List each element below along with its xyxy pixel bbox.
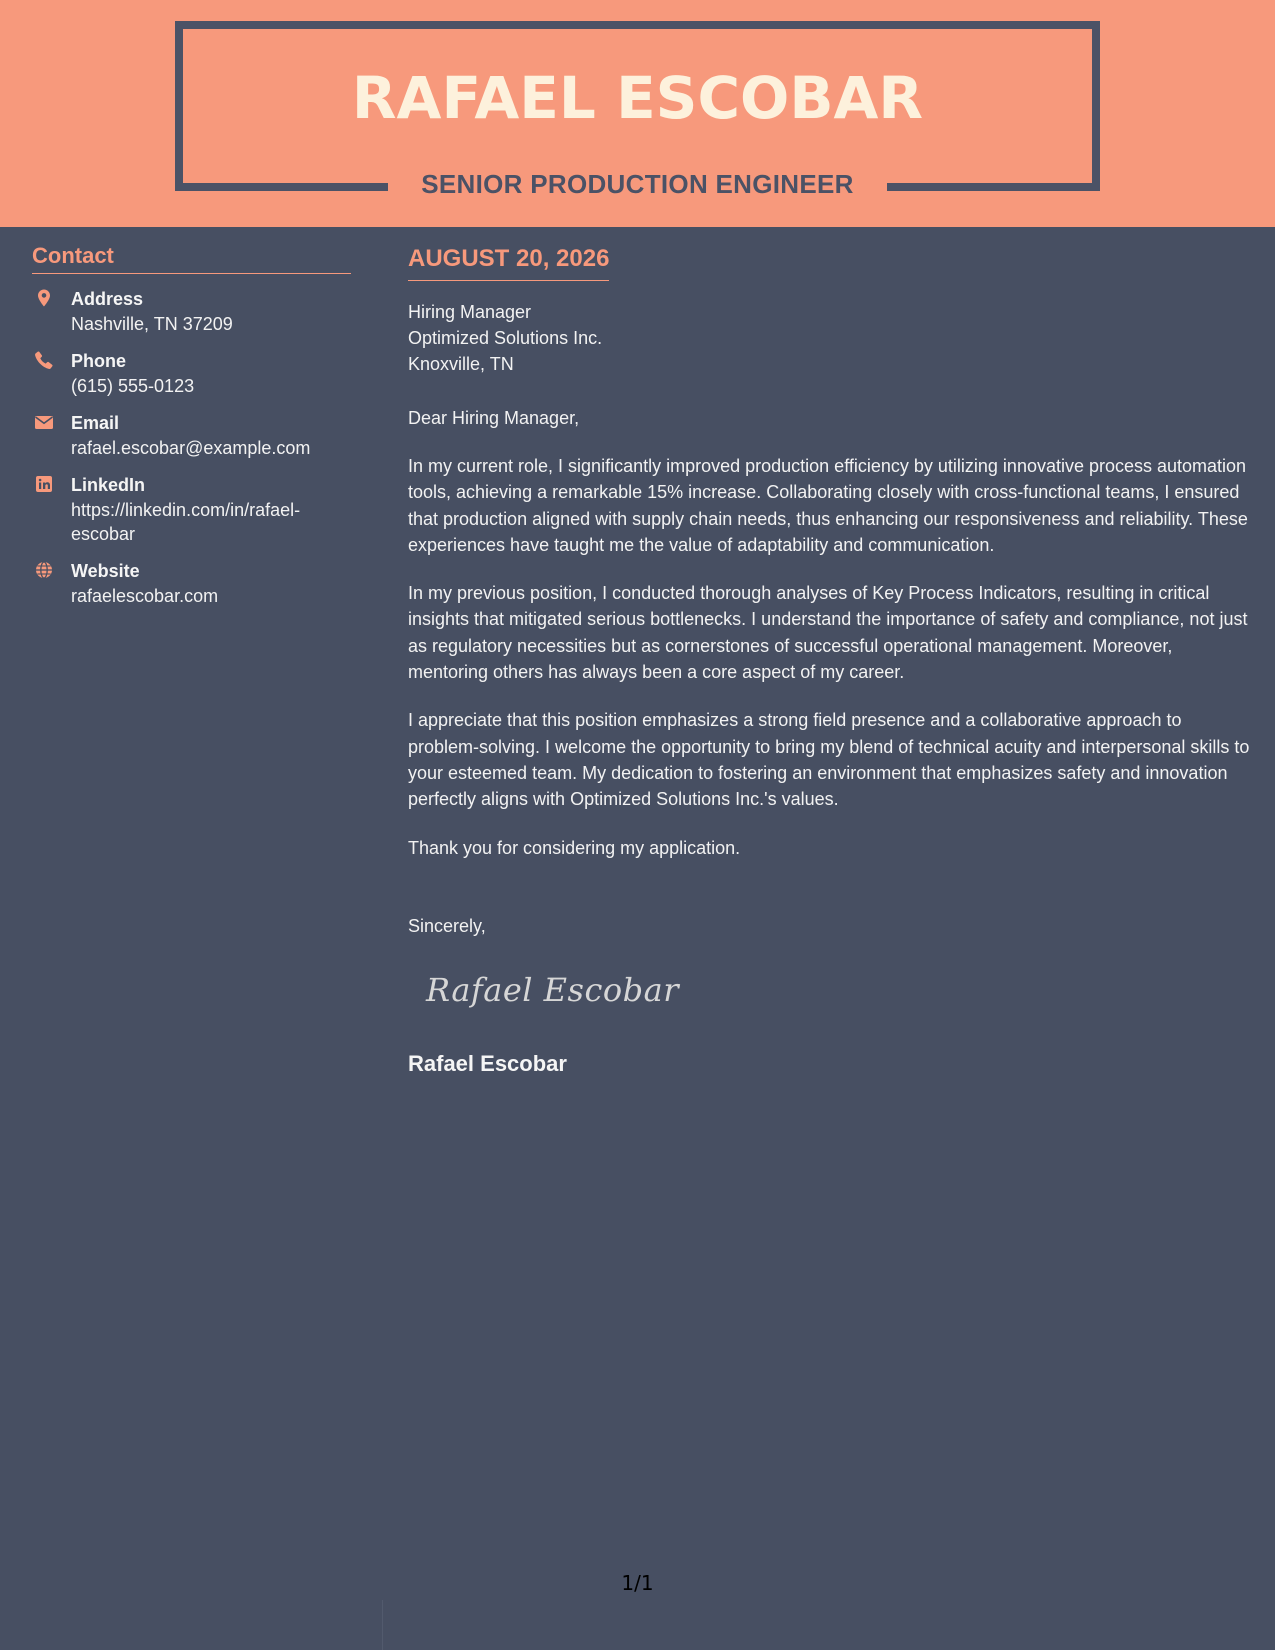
- letter-date: AUGUST 20, 2026: [408, 242, 609, 281]
- phone-value: (615) 555-0123: [71, 376, 195, 396]
- contact-list: [32, 286, 351, 608]
- column-divider: [382, 1600, 383, 1650]
- globe-icon: [34, 560, 54, 580]
- address-value: Nashville, TN 37209: [71, 314, 233, 334]
- header-banner: [0, 0, 1275, 227]
- contact-item-email: [32, 410, 351, 460]
- contact-label: Address: [71, 289, 144, 309]
- contact-item-website: [32, 558, 351, 608]
- contact-item-linkedin: [32, 472, 351, 546]
- contact-label: LinkedIn: [71, 475, 146, 495]
- linkedin-icon: [34, 474, 54, 494]
- page-number: 1/1: [621, 1571, 654, 1595]
- envelope-icon: [34, 412, 54, 432]
- signature-script: Rafael Escobar: [426, 970, 679, 1009]
- signature: [408, 965, 1250, 1015]
- body-paragraph: Thank you for considering my application.: [408, 837, 741, 858]
- contact-heading: Contact: [32, 241, 351, 274]
- email-link[interactable]: rafael.escobar@example.com: [71, 438, 311, 458]
- closing: Sincerely,: [408, 915, 486, 936]
- recipient-block: [408, 299, 1250, 377]
- contact-sidebar: [32, 241, 351, 620]
- contact-label: Phone: [71, 351, 127, 371]
- recipient-line: Optimized Solutions Inc.: [408, 328, 603, 348]
- contact-label: Email: [71, 413, 120, 433]
- body-paragraph: In my current role, I significantly improved production efficiency by utilizing innovative process automation tools, achieving a remarkable 15% increase. Collaborating closely with cross-functional teams, I ensured that production aligned with supply chain needs, thus enhancing our responsiveness and reliability. These experiences have taught me the value of adaptability and communication.: [408, 456, 1248, 555]
- recipient-line: Knoxville, TN: [408, 354, 514, 374]
- phone-icon: [34, 350, 54, 370]
- job-title: SENIOR PRODUCTION ENGINEER: [421, 169, 854, 199]
- salutation: Dear Hiring Manager,: [408, 408, 580, 428]
- map-pin-icon: [34, 288, 54, 308]
- signer-name: Rafael Escobar: [408, 1050, 567, 1076]
- linkedin-link[interactable]: https://linkedin.com/in/rafael-escobar: [71, 500, 301, 544]
- website-link[interactable]: rafaelescobar.com: [71, 586, 219, 606]
- contact-label: Website: [71, 561, 140, 581]
- contact-item-address: [32, 286, 351, 336]
- recipient-line: Hiring Manager: [408, 302, 532, 322]
- candidate-name: RAFAEL ESCOBAR: [351, 64, 924, 132]
- body-paragraph: I appreciate that this position emphasizes a strong field presence and a collaborative approach to problem-solving. I welcome the opportunity to bring my blend of technical acuity and interpersonal skills to your esteemed team. My dedication to fostering an environment that emphasizes safety and innovation perfectly aligns with Optimized Solutions Inc.'s values.: [408, 710, 1250, 810]
- contact-item-phone: [32, 348, 351, 398]
- letter-body: [408, 242, 1250, 1079]
- body-paragraph: In my previous position, I conducted thorough analyses of Key Process Indicators, resulting in critical insights that mitigated serious bottlenecks. I understand the importance of safety and compliance, not just as regulatory necessities but as cornerstones of successful operational management. Moreover, mentoring others has always been a core aspect of my career.: [408, 583, 1248, 683]
